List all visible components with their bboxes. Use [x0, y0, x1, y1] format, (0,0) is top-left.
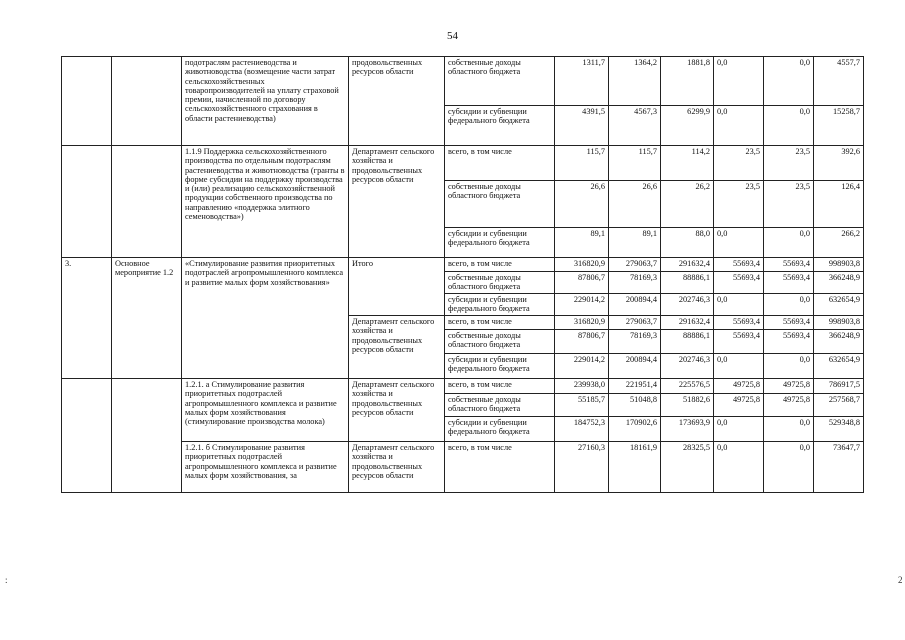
total-cell: 998903,8: [814, 316, 864, 330]
value-cell: 55693,4: [714, 330, 764, 354]
value-cell: 55185,7: [555, 394, 609, 417]
value-cell: 279063,7: [609, 316, 661, 330]
value-cell: 78169,3: [609, 272, 661, 294]
program-name-cell: [112, 57, 182, 146]
total-cell: 4557,7: [814, 57, 864, 106]
value-cell: 88,0: [661, 228, 714, 258]
value-cell: 221951,4: [609, 379, 661, 394]
funding-source-cell: всего, в том числе: [445, 379, 555, 394]
value-cell: 0,0: [714, 442, 764, 493]
funding-source-cell: субсидии и субвенции федерального бюджета: [445, 228, 555, 258]
executor-cell: Итого: [349, 258, 445, 316]
value-cell: 202746,3: [661, 294, 714, 316]
value-cell: 0,0: [764, 228, 814, 258]
value-cell: 23,5: [764, 181, 814, 228]
funding-source-cell: всего, в том числе: [445, 258, 555, 272]
number-cell: 3.: [62, 258, 112, 379]
value-cell: 291632,4: [661, 316, 714, 330]
total-cell: 366248,9: [814, 272, 864, 294]
program-name-cell: Основное мероприятие 1.2: [112, 258, 182, 379]
value-cell: 87806,7: [555, 330, 609, 354]
value-cell: 0,0: [714, 294, 764, 316]
page-number: 54: [447, 30, 458, 42]
measure-cell: 1.2.1. б Стимулирование развития приоритетных подотраслей агропромышленного комплекса и развитие малых форм хозяйствования, за: [182, 442, 349, 493]
funding-source-cell: субсидии и субвенции федерального бюджета: [445, 294, 555, 316]
value-cell: 27160,3: [555, 442, 609, 493]
total-cell: 73647,7: [814, 442, 864, 493]
funding-source-cell: всего, в том числе: [445, 442, 555, 493]
value-cell: 0,0: [764, 442, 814, 493]
value-cell: 1881,8: [661, 57, 714, 106]
number-cell: [62, 146, 112, 258]
value-cell: 225576,5: [661, 379, 714, 394]
funding-source-cell: субсидии и субвенции федерального бюджета: [445, 354, 555, 379]
value-cell: 89,1: [555, 228, 609, 258]
value-cell: 0,0: [714, 417, 764, 442]
value-cell: 88886,1: [661, 272, 714, 294]
funding-source-cell: собственные доходы областного бюджета: [445, 57, 555, 106]
executor-cell: Департамент сельского хозяйства и продовольственных ресурсов области: [349, 146, 445, 258]
measure-cell: подотраслям растениеводства и животноводства (возмещение части затрат сельскохозяйственных товаропроизводителей на уплату страховой премии, начисленной по договору сельскохозяйственного страхования в области растениеводства): [182, 57, 349, 146]
value-cell: 78169,3: [609, 330, 661, 354]
value-cell: 0,0: [764, 354, 814, 379]
total-cell: 266,2: [814, 228, 864, 258]
value-cell: 0,0: [764, 294, 814, 316]
total-cell: 529348,8: [814, 417, 864, 442]
value-cell: 26,6: [555, 181, 609, 228]
total-cell: 126,4: [814, 181, 864, 228]
value-cell: 1311,7: [555, 57, 609, 106]
value-cell: 316820,9: [555, 316, 609, 330]
value-cell: 229014,2: [555, 354, 609, 379]
value-cell: 200894,4: [609, 294, 661, 316]
value-cell: 184752,3: [555, 417, 609, 442]
total-cell: 632654,9: [814, 294, 864, 316]
total-cell: 15258,7: [814, 106, 864, 146]
value-cell: 28325,5: [661, 442, 714, 493]
value-cell: 4391,5: [555, 106, 609, 146]
total-cell: 366248,9: [814, 330, 864, 354]
total-cell: 786917,5: [814, 379, 864, 394]
value-cell: 4567,3: [609, 106, 661, 146]
measure-cell: 1.2.1. а Стимулирование развития приоритетных подотраслей агропромышленного комплекса и развитие малых форм хозяйствования (стимулирование производства молока): [182, 379, 349, 442]
value-cell: 23,5: [714, 146, 764, 181]
value-cell: 279063,7: [609, 258, 661, 272]
table-row: [62, 258, 864, 272]
value-cell: 202746,3: [661, 354, 714, 379]
table-row: [62, 146, 864, 181]
value-cell: 229014,2: [555, 294, 609, 316]
number-cell: [62, 57, 112, 146]
total-cell: 257568,7: [814, 394, 864, 417]
value-cell: 173693,9: [661, 417, 714, 442]
measure-cell: 1.1.9 Поддержка сельскохозяйственного производства по отдельным подотраслям растениеводства и животноводства (гранты в форме субсидии на поддержку производства и (или) реализацию сельскохозяйственной продукции собственного производства по направлению «поддержка элитного семеноводства»): [182, 146, 349, 258]
value-cell: 87806,7: [555, 272, 609, 294]
funding-source-cell: собственные доходы областного бюджета: [445, 394, 555, 417]
funding-source-cell: субсидии и субвенции федерального бюджета: [445, 106, 555, 146]
value-cell: 49725,8: [714, 394, 764, 417]
funding-source-cell: собственные доходы областного бюджета: [445, 181, 555, 228]
executor-cell: Департамент сельского хозяйства и продовольственных ресурсов области: [349, 379, 445, 442]
edge-mark-right: 2: [898, 575, 903, 585]
value-cell: 55693,4: [764, 272, 814, 294]
value-cell: 55693,4: [714, 272, 764, 294]
funding-source-cell: всего, в том числе: [445, 316, 555, 330]
measure-cell: «Стимулирование развития приоритетных подотраслей агропромышленного комплекса и развитие малых форм хозяйствования»: [182, 258, 349, 379]
executor-cell: Департамент сельского хозяйства и продовольственных ресурсов области: [349, 316, 445, 379]
value-cell: 0,0: [714, 354, 764, 379]
value-cell: 0,0: [764, 106, 814, 146]
value-cell: 114,2: [661, 146, 714, 181]
value-cell: 49725,8: [764, 379, 814, 394]
value-cell: 55693,4: [714, 258, 764, 272]
value-cell: 200894,4: [609, 354, 661, 379]
executor-cell: Департамент сельского хозяйства и продовольственных ресурсов области: [349, 442, 445, 493]
program-name-cell: [112, 146, 182, 258]
table-row: [62, 442, 864, 493]
value-cell: 49725,8: [714, 379, 764, 394]
value-cell: 55693,4: [764, 258, 814, 272]
value-cell: 23,5: [764, 146, 814, 181]
budget-table: [61, 56, 864, 493]
value-cell: 0,0: [764, 417, 814, 442]
funding-source-cell: собственные доходы областного бюджета: [445, 330, 555, 354]
executor-cell: продовольственных ресурсов области: [349, 57, 445, 146]
total-cell: 632654,9: [814, 354, 864, 379]
value-cell: 0,0: [764, 57, 814, 106]
value-cell: 115,7: [555, 146, 609, 181]
total-cell: 392,6: [814, 146, 864, 181]
value-cell: 6299,9: [661, 106, 714, 146]
value-cell: 0,0: [714, 57, 764, 106]
value-cell: 55693,4: [714, 316, 764, 330]
value-cell: 291632,4: [661, 258, 714, 272]
value-cell: 18161,9: [609, 442, 661, 493]
value-cell: 51048,8: [609, 394, 661, 417]
value-cell: 49725,8: [764, 394, 814, 417]
value-cell: 55693,4: [764, 330, 814, 354]
value-cell: 115,7: [609, 146, 661, 181]
value-cell: 170902,6: [609, 417, 661, 442]
value-cell: 55693,4: [764, 316, 814, 330]
funding-source-cell: всего, в том числе: [445, 146, 555, 181]
value-cell: 89,1: [609, 228, 661, 258]
value-cell: 26,6: [609, 181, 661, 228]
value-cell: 26,2: [661, 181, 714, 228]
value-cell: 0,0: [714, 106, 764, 146]
value-cell: 239938,0: [555, 379, 609, 394]
program-name-cell: [112, 379, 182, 493]
value-cell: 51882,6: [661, 394, 714, 417]
value-cell: 316820,9: [555, 258, 609, 272]
number-cell: [62, 379, 112, 493]
table-row: [62, 57, 864, 106]
value-cell: 88886,1: [661, 330, 714, 354]
table-row: [62, 379, 864, 394]
value-cell: 23,5: [714, 181, 764, 228]
total-cell: 998903,8: [814, 258, 864, 272]
value-cell: 0,0: [714, 228, 764, 258]
value-cell: 1364,2: [609, 57, 661, 106]
edge-mark-left: :: [5, 575, 8, 585]
funding-source-cell: собственные доходы областного бюджета: [445, 272, 555, 294]
funding-source-cell: субсидии и субвенции федерального бюджета: [445, 417, 555, 442]
